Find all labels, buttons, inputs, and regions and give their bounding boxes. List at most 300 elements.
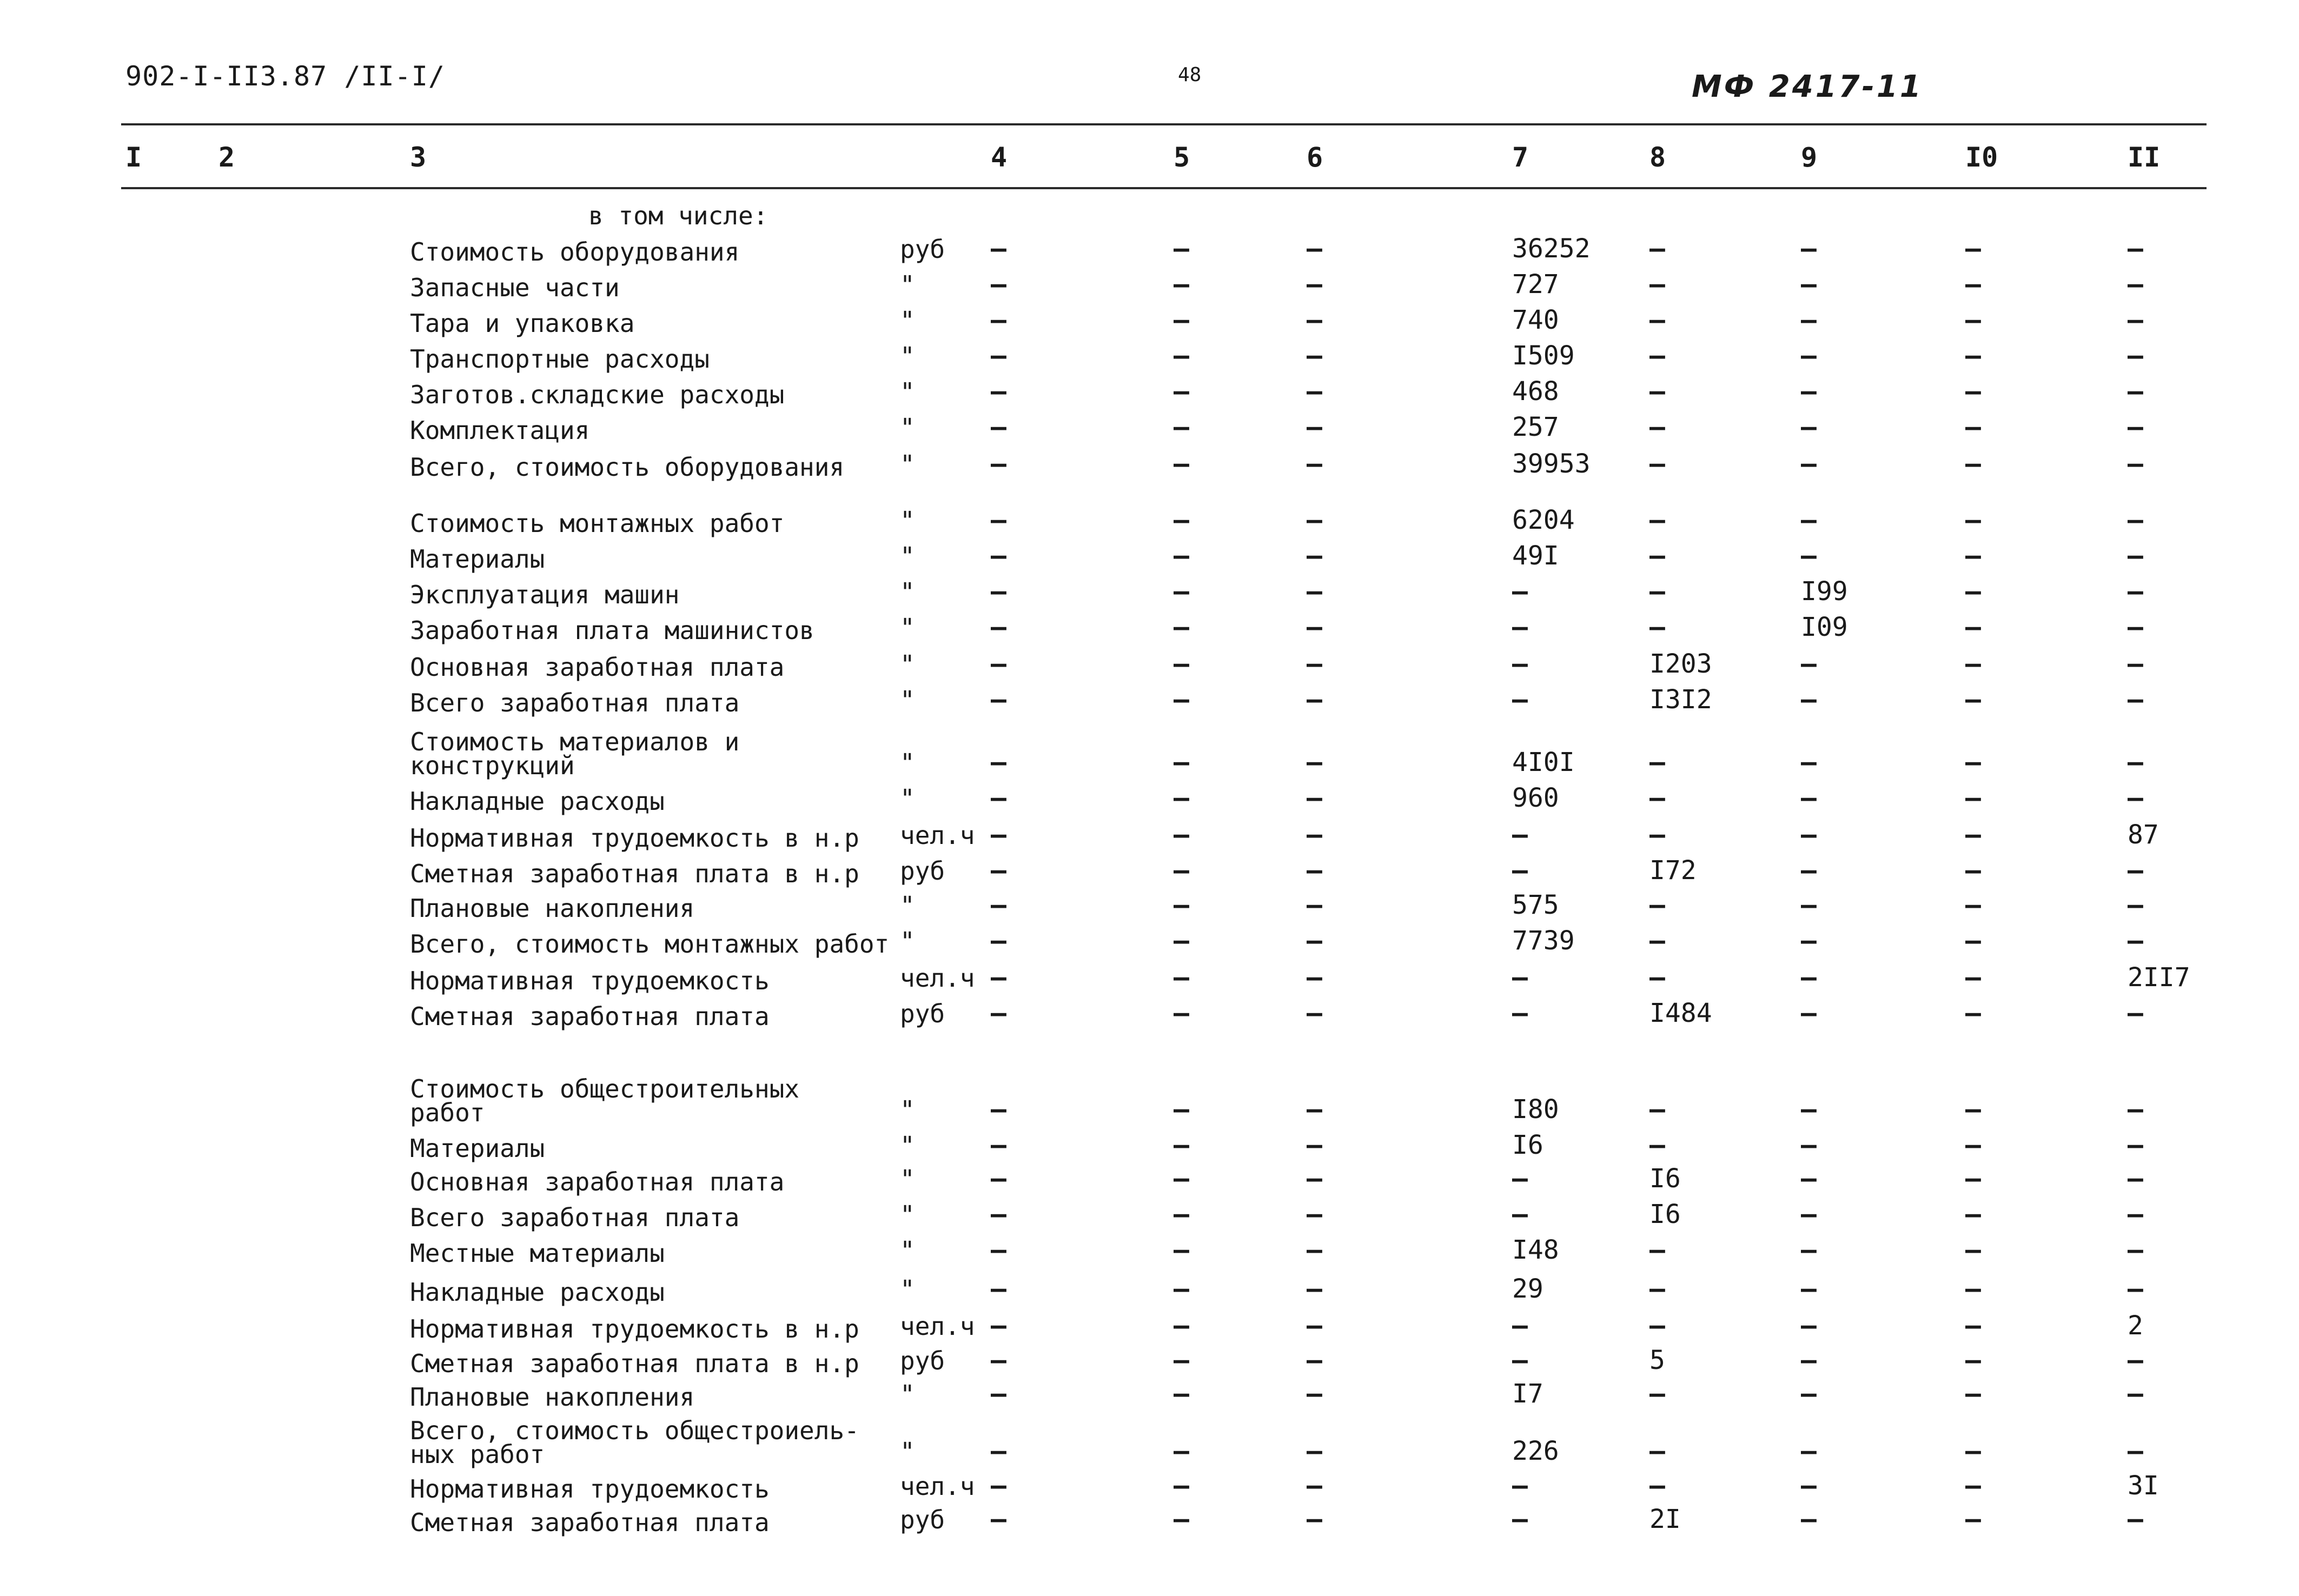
- row-label: Стоимость общестроительных работ: [410, 1074, 800, 1127]
- row-value-c10: –: [1965, 505, 1981, 535]
- table-row: [0, 1165, 2299, 1197]
- row-value-c7: I509: [1512, 341, 1575, 371]
- column-header-6: 6: [1307, 142, 1323, 173]
- row-value-c11: –: [2128, 612, 2143, 642]
- row-value-c4: –: [991, 890, 1006, 920]
- row-value-c8: –: [1649, 1311, 1665, 1341]
- row-value-c4: –: [991, 1379, 1006, 1409]
- row-value-c5: –: [1174, 962, 1189, 993]
- row-unit: ": [900, 542, 915, 571]
- row-value-c7: 7739: [1512, 926, 1575, 956]
- table-row: [0, 650, 2299, 682]
- row-value-c6: –: [1307, 1274, 1322, 1304]
- row-value-c7: 39953: [1512, 449, 1591, 479]
- row-value-c5: –: [1174, 1311, 1189, 1341]
- row-value-c10: –: [1965, 541, 1981, 571]
- row-value-c8: –: [1649, 1274, 1665, 1304]
- row-label: Сметная заработная плата: [410, 1508, 770, 1537]
- row-value-c6: –: [1307, 1379, 1322, 1409]
- row-value-c8: –: [1649, 1094, 1665, 1125]
- row-value-c11: –: [2128, 269, 2143, 300]
- row-value-c5: –: [1174, 412, 1189, 442]
- row-label: Плановые накопления: [410, 894, 695, 923]
- row-value-c10: –: [1965, 341, 1981, 371]
- row-value-c11: 87: [2128, 820, 2159, 850]
- row-value-c7: 727: [1512, 269, 1559, 300]
- row-value-c10: –: [1965, 820, 1981, 850]
- row-value-c6: –: [1307, 269, 1322, 300]
- row-value-c7: 960: [1512, 783, 1559, 813]
- row-value-c11: –: [2128, 998, 2143, 1028]
- row-value-c10: –: [1965, 376, 1981, 407]
- row-value-c11: –: [2128, 412, 2143, 442]
- row-value-c5: –: [1174, 998, 1189, 1028]
- row-value-c6: –: [1307, 926, 1322, 956]
- row-value-c11: –: [2128, 576, 2143, 607]
- row-value-c9: –: [1801, 341, 1817, 371]
- row-value-c6: –: [1307, 1163, 1322, 1194]
- row-unit: ": [900, 306, 915, 335]
- row-value-c8: –: [1649, 1379, 1665, 1409]
- row-label: Материалы: [410, 544, 545, 574]
- row-value-c9: –: [1801, 747, 1817, 777]
- row-value-c11: –: [2128, 747, 2143, 777]
- row-value-c6: –: [1307, 998, 1322, 1028]
- row-value-c4: –: [991, 1274, 1006, 1304]
- row-value-c10: –: [1965, 649, 1981, 679]
- row-value-c8: 5: [1649, 1345, 1665, 1375]
- row-value-c8: –: [1649, 1436, 1665, 1466]
- row-unit: руб: [900, 1346, 945, 1375]
- row-value-c8: I203: [1649, 649, 1712, 679]
- row-value-c5: –: [1174, 1199, 1189, 1229]
- row-value-c5: –: [1174, 1235, 1189, 1265]
- row-value-c5: –: [1174, 305, 1189, 335]
- row-value-c7: –: [1512, 1345, 1528, 1375]
- row-value-c10: –: [1965, 962, 1981, 993]
- row-unit: ": [900, 1236, 915, 1265]
- row-value-c10: –: [1965, 747, 1981, 777]
- row-value-c4: –: [991, 449, 1006, 479]
- row-value-c11: –: [2128, 1094, 2143, 1125]
- row-value-c5: –: [1174, 505, 1189, 535]
- row-value-c6: –: [1307, 855, 1322, 886]
- row-unit: руб: [900, 999, 945, 1028]
- row-unit: чел.ч: [900, 1472, 975, 1501]
- row-value-c9: –: [1801, 1235, 1817, 1265]
- table-row: [0, 821, 2299, 853]
- row-value-c9: –: [1801, 926, 1817, 956]
- row-value-c10: –: [1965, 890, 1981, 920]
- row-value-c11: –: [2128, 890, 2143, 920]
- table-row: [0, 1380, 2299, 1412]
- page-number: 48: [1178, 64, 1202, 86]
- table-row: [0, 542, 2299, 574]
- row-value-c9: –: [1801, 1379, 1817, 1409]
- row-value-c7: 740: [1512, 305, 1559, 335]
- row-value-c11: –: [2128, 1163, 2143, 1194]
- row-value-c9: –: [1801, 505, 1817, 535]
- row-label: Сметная заработная плата: [410, 1002, 770, 1031]
- row-value-c4: –: [991, 234, 1006, 264]
- row-value-c8: I484: [1649, 998, 1712, 1028]
- row-value-c4: –: [991, 1311, 1006, 1341]
- table-row: [0, 727, 2299, 781]
- row-value-c6: –: [1307, 747, 1322, 777]
- table-row: [0, 856, 2299, 889]
- row-value-c5: –: [1174, 1094, 1189, 1125]
- row-value-c9: I09: [1801, 612, 1848, 642]
- column-header-8: 8: [1649, 142, 1666, 173]
- row-value-c9: –: [1801, 1199, 1817, 1229]
- row-value-c9: –: [1801, 269, 1817, 300]
- row-value-c7: –: [1512, 1311, 1528, 1341]
- row-value-c4: –: [991, 412, 1006, 442]
- row-value-c6: –: [1307, 612, 1322, 642]
- row-value-c6: –: [1307, 576, 1322, 607]
- row-value-c7: –: [1512, 684, 1528, 715]
- row-value-c6: –: [1307, 1130, 1322, 1160]
- table-row: [0, 999, 2299, 1032]
- row-value-c9: –: [1801, 962, 1817, 993]
- row-value-c11: –: [2128, 684, 2143, 715]
- row-value-c6: –: [1307, 412, 1322, 442]
- row-value-c5: –: [1174, 1130, 1189, 1160]
- row-value-c11: 2: [2128, 1311, 2143, 1341]
- row-label: Накладные расходы: [410, 1278, 665, 1307]
- row-value-c9: –: [1801, 1130, 1817, 1160]
- column-header-3: 3: [410, 142, 427, 173]
- row-value-c8: –: [1649, 449, 1665, 479]
- row-value-c7: 49I: [1512, 541, 1559, 571]
- row-value-c6: –: [1307, 1504, 1322, 1534]
- row-value-c5: –: [1174, 1471, 1189, 1501]
- row-label: Всего заработная плата: [410, 688, 740, 717]
- row-value-c5: –: [1174, 926, 1189, 956]
- row-unit: ": [900, 1095, 915, 1125]
- row-value-c5: –: [1174, 783, 1189, 813]
- row-value-c4: –: [991, 612, 1006, 642]
- row-unit: ": [900, 377, 915, 407]
- row-unit: чел.ч: [900, 821, 975, 850]
- row-value-c4: –: [991, 747, 1006, 777]
- row-value-c4: –: [991, 1199, 1006, 1229]
- row-value-c7: –: [1512, 962, 1528, 993]
- row-value-c5: –: [1174, 376, 1189, 407]
- row-value-c8: –: [1649, 269, 1665, 300]
- row-label: Заработная плата машинистов: [410, 616, 814, 645]
- row-value-c10: –: [1965, 1436, 1981, 1466]
- row-value-c9: –: [1801, 649, 1817, 679]
- row-value-c4: –: [991, 926, 1006, 956]
- row-value-c5: –: [1174, 234, 1189, 264]
- row-value-c10: –: [1965, 269, 1981, 300]
- row-value-c4: –: [991, 1436, 1006, 1466]
- row-value-c10: –: [1965, 449, 1981, 479]
- row-value-c8: –: [1649, 926, 1665, 956]
- row-value-c9: –: [1801, 412, 1817, 442]
- table-row: [0, 1275, 2299, 1307]
- row-unit: ": [900, 413, 915, 442]
- row-value-c5: –: [1174, 1379, 1189, 1409]
- row-label: Всего заработная плата: [410, 1203, 740, 1232]
- column-header-11: II: [2128, 142, 2161, 173]
- row-value-c8: I72: [1649, 855, 1697, 886]
- row-label: Материалы: [410, 1134, 545, 1163]
- row-value-c11: –: [2128, 541, 2143, 571]
- table-row: [0, 413, 2299, 445]
- table-row: [0, 450, 2299, 482]
- row-label: Стоимость оборудования: [410, 237, 740, 267]
- row-value-c4: –: [991, 1235, 1006, 1265]
- row-value-c11: –: [2128, 505, 2143, 535]
- row-value-c9: –: [1801, 998, 1817, 1028]
- column-header-7: 7: [1512, 142, 1529, 173]
- row-value-c6: –: [1307, 1235, 1322, 1265]
- table-row: [0, 306, 2299, 338]
- row-value-c9: –: [1801, 820, 1817, 850]
- row-value-c5: –: [1174, 1436, 1189, 1466]
- table-row: [0, 1346, 2299, 1379]
- row-value-c11: –: [2128, 449, 2143, 479]
- row-value-c5: –: [1174, 612, 1189, 642]
- row-value-c11: –: [2128, 1379, 2143, 1409]
- row-value-c7: 226: [1512, 1436, 1559, 1466]
- row-value-c5: –: [1174, 890, 1189, 920]
- table-row: [0, 506, 2299, 538]
- table-row: [0, 1200, 2299, 1233]
- row-value-c8: 2I: [1649, 1504, 1681, 1534]
- row-value-c9: –: [1801, 1436, 1817, 1466]
- row-value-c6: –: [1307, 1311, 1322, 1341]
- row-value-c8: –: [1649, 1130, 1665, 1160]
- row-value-c7: –: [1512, 998, 1528, 1028]
- row-value-c10: –: [1965, 1199, 1981, 1229]
- row-unit: ": [900, 613, 915, 642]
- row-value-c11: –: [2128, 1235, 2143, 1265]
- row-value-c4: –: [991, 783, 1006, 813]
- row-label: Нормативная трудоемкость: [410, 1474, 770, 1504]
- row-value-c10: –: [1965, 1471, 1981, 1501]
- row-unit: ": [900, 270, 915, 300]
- row-value-c4: –: [991, 1130, 1006, 1160]
- row-value-c7: –: [1512, 1504, 1528, 1534]
- row-value-c7: I7: [1512, 1379, 1543, 1409]
- row-value-c4: –: [991, 1345, 1006, 1375]
- row-value-c6: –: [1307, 376, 1322, 407]
- row-label: Запасные части: [410, 273, 620, 302]
- row-value-c4: –: [991, 1163, 1006, 1194]
- row-value-c8: –: [1649, 612, 1665, 642]
- row-value-c10: –: [1965, 612, 1981, 642]
- row-value-c10: –: [1965, 234, 1981, 264]
- row-value-c7: 468: [1512, 376, 1559, 407]
- table-row: [0, 577, 2299, 610]
- row-value-c11: –: [2128, 1130, 2143, 1160]
- row-label: Сметная заработная плата в н.р: [410, 859, 859, 888]
- row-label: Нормативная трудоемкость в н.р: [410, 823, 859, 853]
- row-value-c11: –: [2128, 783, 2143, 813]
- row-unit: чел.ч: [900, 963, 975, 993]
- row-value-c9: –: [1801, 1274, 1817, 1304]
- row-value-c9: –: [1801, 449, 1817, 479]
- row-value-c5: –: [1174, 1163, 1189, 1194]
- row-value-c6: –: [1307, 1471, 1322, 1501]
- row-value-c9: –: [1801, 1504, 1817, 1534]
- row-value-c11: –: [2128, 926, 2143, 956]
- row-label: Всего, стоимость монтажных работ: [410, 929, 890, 959]
- row-value-c9: –: [1801, 234, 1817, 264]
- row-value-c10: –: [1965, 1311, 1981, 1341]
- row-value-c5: –: [1174, 449, 1189, 479]
- row-unit: ": [900, 577, 915, 607]
- row-value-c8: I6: [1649, 1199, 1681, 1229]
- row-value-c7: –: [1512, 1471, 1528, 1501]
- row-value-c5: –: [1174, 1504, 1189, 1534]
- row-unit: ": [900, 891, 915, 920]
- row-value-c10: –: [1965, 1130, 1981, 1160]
- row-value-c6: –: [1307, 820, 1322, 850]
- row-unit: ": [900, 927, 915, 956]
- table-row: [0, 1416, 2299, 1469]
- table-row: [0, 927, 2299, 959]
- row-unit: ": [900, 1165, 915, 1194]
- row-value-c8: –: [1649, 576, 1665, 607]
- row-label: Местные материалы: [410, 1239, 665, 1268]
- table-row: [0, 1505, 2299, 1538]
- row-value-c7: –: [1512, 855, 1528, 886]
- row-unit: ": [900, 748, 915, 777]
- row-label: Сметная заработная плата в н.р: [410, 1349, 859, 1378]
- row-value-c5: –: [1174, 855, 1189, 886]
- row-value-c7: 4I0I: [1512, 747, 1575, 777]
- row-value-c9: –: [1801, 1094, 1817, 1125]
- row-value-c9: –: [1801, 783, 1817, 813]
- row-unit: ": [900, 650, 915, 679]
- row-value-c7: 257: [1512, 412, 1559, 442]
- row-value-c10: –: [1965, 576, 1981, 607]
- row-value-c10: –: [1965, 926, 1981, 956]
- table-row: [0, 235, 2299, 267]
- row-value-c9: –: [1801, 1163, 1817, 1194]
- row-value-c9: –: [1801, 1471, 1817, 1501]
- row-value-c10: –: [1965, 1379, 1981, 1409]
- row-value-c10: –: [1965, 1504, 1981, 1534]
- row-value-c7: –: [1512, 612, 1528, 642]
- column-header-4: 4: [991, 142, 1008, 173]
- row-value-c10: –: [1965, 1274, 1981, 1304]
- row-value-c8: –: [1649, 376, 1665, 407]
- row-unit: ": [900, 1275, 915, 1304]
- row-value-c11: –: [2128, 1199, 2143, 1229]
- row-value-c6: –: [1307, 962, 1322, 993]
- row-value-c7: I80: [1512, 1094, 1559, 1125]
- row-value-c5: –: [1174, 649, 1189, 679]
- row-label: Заготов.складские расходы: [410, 380, 785, 409]
- row-value-c5: –: [1174, 820, 1189, 850]
- row-value-c5: –: [1174, 541, 1189, 571]
- row-unit: руб: [900, 1505, 945, 1534]
- row-value-c5: –: [1174, 341, 1189, 371]
- row-unit: ": [900, 1437, 915, 1466]
- row-value-c8: –: [1649, 234, 1665, 264]
- row-value-c7: –: [1512, 1163, 1528, 1194]
- row-value-c4: –: [991, 855, 1006, 886]
- row-value-c7: –: [1512, 649, 1528, 679]
- row-label: Транспортные расходы: [410, 344, 710, 374]
- row-value-c6: –: [1307, 541, 1322, 571]
- row-value-c6: –: [1307, 1199, 1322, 1229]
- row-value-c9: –: [1801, 541, 1817, 571]
- row-unit: ": [900, 1131, 915, 1160]
- row-value-c11: –: [2128, 234, 2143, 264]
- row-unit: ": [900, 1200, 915, 1229]
- row-label: Основная заработная плата: [410, 653, 785, 682]
- table-row: [0, 963, 2299, 996]
- row-unit: ": [900, 1380, 915, 1409]
- row-value-c8: I3I2: [1649, 684, 1712, 715]
- row-value-c8: –: [1649, 305, 1665, 335]
- row-value-c6: –: [1307, 1345, 1322, 1375]
- table-row: [0, 784, 2299, 816]
- row-value-c6: –: [1307, 341, 1322, 371]
- row-value-c4: –: [991, 576, 1006, 607]
- table-row: [0, 613, 2299, 646]
- row-value-c5: –: [1174, 684, 1189, 715]
- row-value-c4: –: [991, 649, 1006, 679]
- column-header-1: I: [125, 142, 142, 173]
- table-row: [0, 377, 2299, 410]
- row-value-c4: –: [991, 305, 1006, 335]
- table-row: [0, 686, 2299, 718]
- row-value-c6: –: [1307, 1094, 1322, 1125]
- row-unit: ": [900, 342, 915, 371]
- row-value-c7: –: [1512, 1199, 1528, 1229]
- row-value-c10: –: [1965, 305, 1981, 335]
- table-row: [0, 1074, 2299, 1128]
- table-row: [0, 270, 2299, 303]
- row-value-c11: –: [2128, 1436, 2143, 1466]
- row-value-c8: –: [1649, 783, 1665, 813]
- table-row: [0, 1472, 2299, 1504]
- row-value-c10: –: [1965, 998, 1981, 1028]
- row-value-c6: –: [1307, 1436, 1322, 1466]
- row-value-c4: –: [991, 998, 1006, 1028]
- row-value-c11: –: [2128, 1274, 2143, 1304]
- row-value-c6: –: [1307, 234, 1322, 264]
- row-value-c11: –: [2128, 1504, 2143, 1534]
- row-value-c7: I48: [1512, 1235, 1559, 1265]
- row-value-c9: –: [1801, 376, 1817, 407]
- row-label: Всего, стоимость общестроиель- ных работ: [410, 1416, 859, 1469]
- row-value-c11: –: [2128, 305, 2143, 335]
- row-value-c8: –: [1649, 962, 1665, 993]
- row-value-c11: –: [2128, 376, 2143, 407]
- row-label: Плановые накопления: [410, 1382, 695, 1412]
- section-subheading: в том числе:: [588, 201, 768, 230]
- row-value-c8: –: [1649, 1471, 1665, 1501]
- row-label: Стоимость монтажных работ: [410, 509, 785, 538]
- row-value-c5: –: [1174, 747, 1189, 777]
- row-value-c6: –: [1307, 305, 1322, 335]
- row-unit: руб: [900, 235, 945, 264]
- row-value-c8: –: [1649, 747, 1665, 777]
- handwritten-code: МФ 2417-11: [1692, 69, 1923, 104]
- row-value-c10: –: [1965, 1163, 1981, 1194]
- table-row: [0, 1131, 2299, 1163]
- row-label: Эксплуатация машин: [410, 580, 680, 609]
- row-value-c6: –: [1307, 890, 1322, 920]
